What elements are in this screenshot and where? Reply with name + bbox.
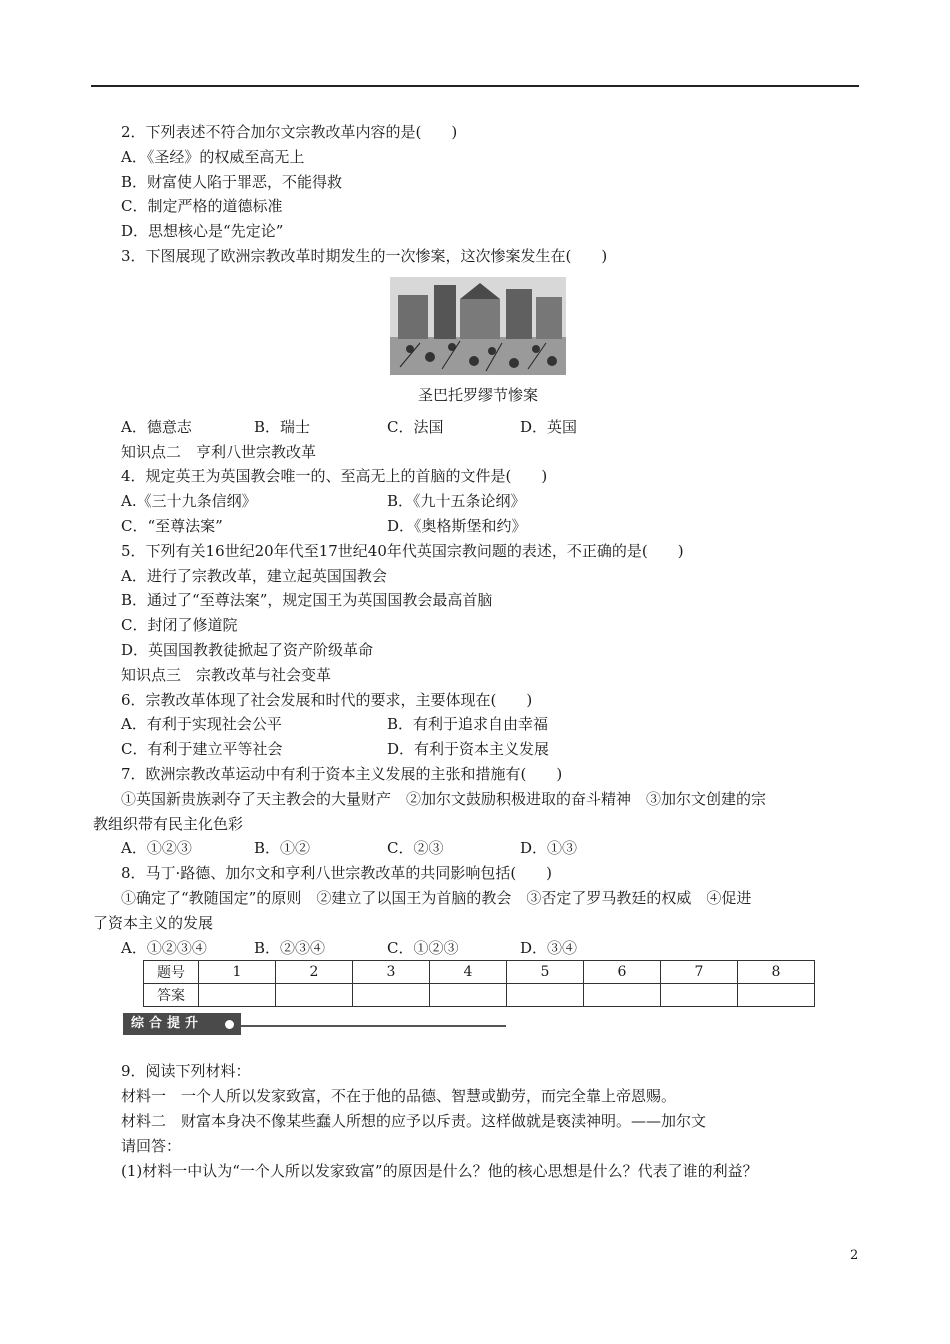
answer-cell[interactable] [507,984,584,1007]
q9-prompt: 请回答： [121,1136,182,1155]
q6-options-row1 [93,712,863,737]
q6-stem: 6．宗教改革体现了社会发展和时代的要求，主要体现在( ) [121,690,533,709]
answer-cell[interactable] [276,984,353,1007]
q2-option-d: D．思想核心是“先定论” [121,222,284,241]
q6-option-d: D．有利于资本主义发展 [387,740,550,759]
q9-subquestion-1: (1)材料一中认为“一个人所以发家致富”的原因是什么？他的核心思想是什么？代表了谁的利益？ [121,1161,758,1180]
page-number: 2 [850,1248,859,1263]
q9-material-2: 材料二 财富本身决不像某些蠢人所想的应予以斥责。这样做就是亵渎神明。——加尔文 [121,1111,707,1130]
header-rule [91,85,859,87]
q5-option-b: B．通过了“至尊法案”，规定国王为英国国教会最高首脑 [121,591,493,610]
q7-option-d: D．①③ [520,839,578,858]
document-body [93,120,863,1183]
q8-statements-line1: ①确定了“教随国定”的原则 ②建立了以国王为首脑的教会 ③否定了罗马教廷的权威 ④促进 [121,888,752,907]
q2-option-c: C．制定严格的道德标准 [121,197,283,216]
q3-option-b: B．瑞士 [254,417,311,436]
answer-table-number: 8 [738,961,815,984]
q3-option-c: C．法国 [387,417,444,436]
q8-stem: 8．马丁·路德、加尔文和亨利八世宗教改革的共同影响包括( ) [121,864,553,883]
answer-table-number: 4 [430,961,507,984]
q5-option-a: A．进行了宗教改革，建立起英国国教会 [121,566,387,585]
q6-option-c: C．有利于建立平等社会 [121,740,283,759]
q8-statements-line2: 了资本主义的发展 [93,913,214,932]
answer-cell[interactable] [430,984,507,1007]
q3-option-d: D．英国 [520,417,578,436]
q3-option-a: A．德意志 [121,417,192,436]
answer-table-answer-row [144,984,815,1007]
banner-rule [241,1025,506,1027]
banner-label: 综合提升 [123,1013,241,1035]
q7-options [93,836,863,861]
answer-table [143,960,815,1007]
massacre-illustration-image [390,277,566,375]
q4-option-a: A.《三十九条信纲》 [121,492,257,511]
q8-option-c: C．①②③ [387,938,459,957]
answer-table-header-row [144,961,815,984]
answer-cell[interactable] [199,984,276,1007]
answer-table-number: 1 [199,961,276,984]
answer-table-number: 6 [584,961,661,984]
q8-option-a: A．①②③④ [121,938,207,957]
q7-statements-line2: 教组织带有民主化色彩 [93,814,244,833]
answer-cell[interactable] [584,984,661,1007]
answer-table-row-label: 答案 [144,984,199,1007]
q4-option-b: B．《九十五条论纲》 [387,492,526,511]
massacre-figure [93,277,863,375]
q4-option-c: C．“至尊法案” [121,516,223,535]
q4-option-d: D．《奥格斯堡和约》 [387,516,527,535]
answer-table-number: 5 [507,961,584,984]
q4-options-row1 [93,489,863,514]
q8-options [93,936,863,961]
q7-stem: 7．欧洲宗教改革运动中有利于资本主义发展的主张和措施有( ) [121,764,563,783]
q3-stem: 3．下图展现了欧洲宗教改革时期发生的一次惨案，这次惨案发生在( ) [121,246,608,265]
answer-cell[interactable] [661,984,738,1007]
q8-option-b: B．②③④ [254,938,326,957]
answer-table-row-label: 题号 [144,961,199,984]
q2-stem: 2．下列表述不符合加尔文宗教改革内容的是( ) [121,123,458,141]
q6-options-row2 [93,737,863,762]
q7-statements-line1: ①英国新贵族剥夺了天主教会的大量财产 ②加尔文鼓励积极进取的奋斗精神 ③加尔文创建的宗 [121,789,767,808]
answer-table-number: 7 [661,961,738,984]
q4-stem: 4．规定英王为英国教会唯一的、至高无上的首脑的文件是( ) [121,467,548,486]
q3-options [93,415,863,440]
q4-options-row2 [93,514,863,539]
figure-caption: 圣巴托罗缪节惨案 [417,385,538,404]
q7-option-b: B．①② [254,839,311,858]
q6-option-b: B．有利于追求自由幸福 [387,715,549,734]
q5-option-d: D．英国国教教徒掀起了资产阶级革命 [121,640,374,659]
section-banner [123,1011,863,1037]
q8-option-d: D．③④ [520,938,578,957]
answer-cell[interactable] [738,984,815,1007]
answer-table-number: 2 [276,961,353,984]
answer-cell[interactable] [353,984,430,1007]
q9-stem: 9．阅读下列材料： [121,1062,251,1081]
answer-table-number: 3 [353,961,430,984]
q7-option-a: A．①②③ [121,839,192,858]
section-heading-2: 知识点二 亨利八世宗教改革 [121,442,317,461]
q5-option-c: C．封闭了修道院 [121,616,238,635]
q6-option-a: A．有利于实现社会公平 [121,715,282,734]
q9-material-1: 材料一 一个人所以发家致富，不在于他的品德、智慧或勤劳，而完全靠上帝恩赐。 [121,1087,677,1106]
q7-option-c: C．②③ [387,839,444,858]
q2-option-a: A．《圣经》的权威至高无上 [121,147,305,166]
q2-option-b: B．财富使人陷于罪恶，不能得救 [121,172,343,191]
q5-stem: 5．下列有关16世纪20年代至17世纪40年代英国宗教问题的表述，不正确的是( ) [121,541,684,560]
section-heading-3: 知识点三 宗教改革与社会变革 [121,665,332,684]
